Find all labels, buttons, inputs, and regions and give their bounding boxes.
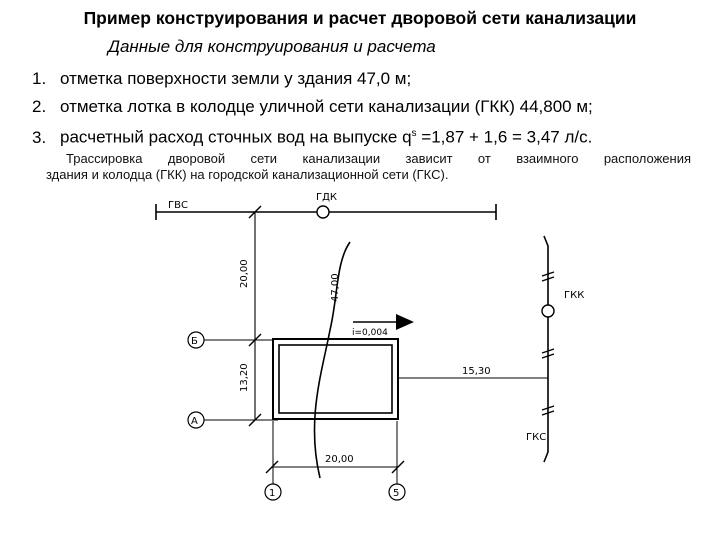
- list-item-text-tail: =1,87 + 1,6 = 3,47 л/с.: [416, 127, 593, 147]
- horizontal-dimension: [266, 454, 404, 473]
- page-title: Пример конструирования и расчет дворовой сети канализации: [83, 8, 637, 28]
- gvs-label: ГВС: [168, 200, 188, 211]
- gdk-label: ГДК: [316, 192, 338, 203]
- axis-1: [265, 421, 281, 500]
- axis-b: [188, 332, 278, 348]
- flow-superscript: s: [411, 128, 417, 139]
- slope-label: i=0,004: [352, 328, 388, 338]
- list-item-text: отметка лотка в колодце уличной сети канализации (ГКК) 44,800 м;: [60, 96, 593, 116]
- street-sewer-gks: [526, 236, 554, 462]
- list-item-number: 1.: [32, 69, 47, 88]
- axis-b-label: Б: [191, 336, 198, 347]
- sewer-outlet: [398, 366, 548, 378]
- paragraph-line-2: здания и колодца (ГКК) на городской канализационной сети (ГКС).: [46, 167, 449, 182]
- list-item-text: отметка поверхности земли у здания 47,0 м;: [60, 69, 412, 88]
- building: [273, 339, 398, 419]
- axis-a-label: А: [191, 416, 198, 427]
- list-item-number: 3.: [32, 127, 47, 147]
- dim-20-horizontal: 20,00: [325, 454, 354, 465]
- well-gdk: [316, 192, 337, 218]
- axis-a: [188, 412, 278, 428]
- axis-5: [389, 421, 405, 500]
- list-item-number: 2.: [32, 96, 47, 116]
- data-subtitle: Данные для конструирования и расчета: [108, 37, 436, 56]
- axis-1-label: 1: [269, 488, 276, 499]
- dim-13-20: 13,20: [239, 363, 250, 392]
- slope-arrow: [352, 314, 414, 338]
- paragraph-line-1: Трассировка дворовой сети канализации зависит от взаимного расположения: [66, 151, 691, 166]
- list-item-text: расчетный расход сточных вод на выпуске q: [60, 127, 412, 147]
- vertical-dimension: [239, 206, 261, 426]
- contour-label: 47,00: [330, 273, 341, 302]
- dim-15-30: 15,30: [462, 366, 491, 377]
- gkk-label: ГКК: [564, 290, 585, 301]
- dim-20-vertical: 20,00: [239, 259, 250, 288]
- axis-5-label: 5: [393, 488, 400, 499]
- gks-label: ГКС: [526, 432, 547, 443]
